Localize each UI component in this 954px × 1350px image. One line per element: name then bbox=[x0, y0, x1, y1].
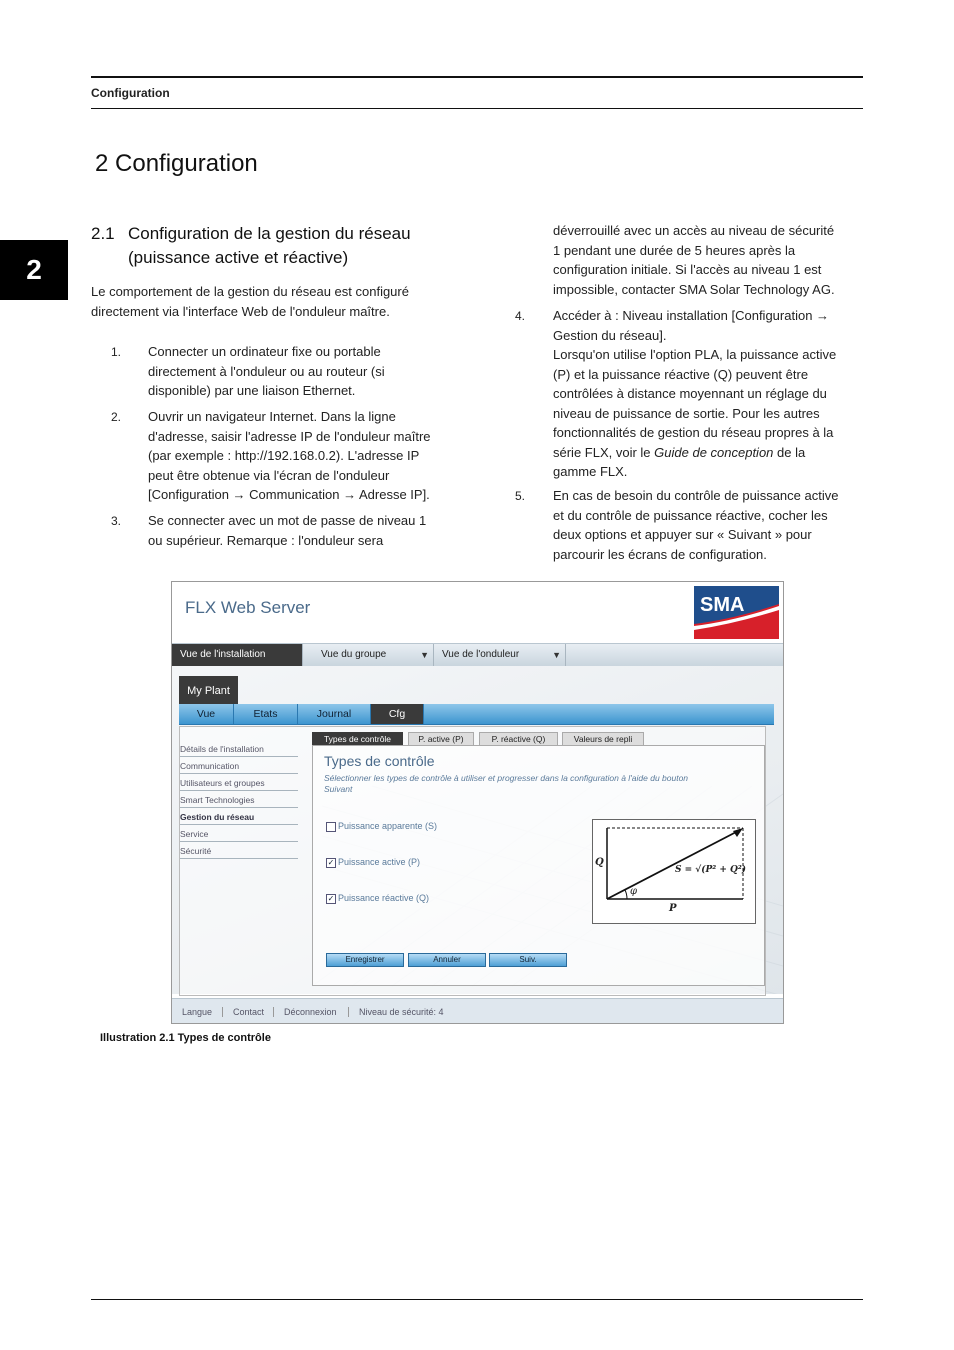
web-server-screenshot bbox=[171, 581, 784, 1024]
step-text bbox=[148, 407, 453, 505]
sidebar-item-installation-details[interactable]: Détails de l'installation bbox=[180, 740, 298, 757]
text-line: niveau de puissance de sortie. Pour les autres bbox=[553, 405, 820, 421]
power-triangle-diagram bbox=[592, 819, 756, 924]
text-line: (P) et la puissance réactive (Q) peuvent être bbox=[553, 366, 809, 382]
check-icon[interactable]: ✓ bbox=[327, 893, 335, 903]
nav-group-view[interactable] bbox=[303, 644, 434, 666]
text-line: Se connecter avec un mot de passe de niveau 1 bbox=[148, 513, 427, 528]
content-description bbox=[324, 773, 759, 795]
tab-vue[interactable]: Vue bbox=[179, 704, 234, 724]
tab-cfg[interactable]: Cfg bbox=[371, 704, 424, 724]
step-text bbox=[148, 511, 453, 550]
sidebar-item-security[interactable]: Sécurité bbox=[180, 842, 298, 859]
text-line: Connecter un ordinateur fixe ou portable bbox=[148, 344, 381, 359]
footer-divider bbox=[273, 1007, 274, 1017]
nav-label: Vue de l'installation bbox=[180, 649, 266, 660]
step-3-continuation bbox=[553, 221, 863, 299]
text-line: Sélectionner les types de contrôle à utiliser et progresser dans la configuration à l'aide du bouton bbox=[324, 773, 689, 783]
text-line: gamme FLX. bbox=[553, 464, 628, 479]
footer-link-logout[interactable]: Déconnexion bbox=[284, 1007, 337, 1017]
footer-bar bbox=[172, 998, 783, 1024]
sma-logo bbox=[694, 586, 779, 639]
text-line: Ouvrir un navigateur Internet. Dans la ligne bbox=[148, 409, 396, 424]
nav-installation-view[interactable] bbox=[172, 644, 303, 666]
top-navigation bbox=[172, 643, 783, 667]
text-line: Accéder à : Niveau installation [Configuration → bbox=[553, 308, 830, 323]
chevron-down-icon: ▼ bbox=[552, 650, 561, 660]
text-line: peut être obtenue via l'écran de l'onduleur bbox=[148, 467, 390, 483]
text-line: et du contrôle de puissance réactive, cocher les bbox=[553, 507, 828, 523]
tab-etats[interactable]: Etats bbox=[234, 704, 298, 724]
text-line: Suivant bbox=[324, 784, 353, 794]
security-level: Niveau de sécurité: 4 bbox=[359, 1007, 444, 1017]
header-rule-top bbox=[91, 76, 863, 78]
step-number: 4. bbox=[515, 309, 526, 323]
text-line: Lorsqu'on utilise l'option PLA, la puissance active bbox=[553, 347, 837, 362]
footer-link-language[interactable]: Langue bbox=[182, 1007, 213, 1017]
intro-paragraph bbox=[91, 282, 451, 321]
step-text bbox=[148, 342, 453, 401]
text-span: de la bbox=[773, 444, 806, 460]
footer-divider bbox=[348, 1007, 349, 1017]
text-line: Gestion du réseau]. bbox=[553, 327, 667, 343]
step-number: 5. bbox=[515, 489, 526, 503]
text-line: deux options et appuyer sur « Suivant » pour bbox=[553, 527, 812, 542]
text-line bbox=[553, 443, 863, 463]
text-line: directement via l'interface Web de l'onduleur maître. bbox=[91, 303, 390, 319]
tab-journal[interactable]: Journal bbox=[298, 704, 371, 724]
checkbox-label: Puissance réactive (Q) bbox=[338, 893, 430, 903]
sidebar-item-communication[interactable]: Communication bbox=[180, 757, 298, 774]
checkbox-active-power[interactable] bbox=[326, 857, 420, 868]
text-line: contrôlées à distance moyennant un réglage du bbox=[553, 386, 827, 401]
text-line: directement à l'onduleur ou au routeur (si bbox=[148, 363, 385, 379]
checkbox-label: Puissance active (P) bbox=[338, 857, 421, 867]
svg-text:SMA: SMA bbox=[700, 594, 745, 616]
nav-label: Vue de l'onduleur bbox=[442, 649, 520, 660]
text-line: En cas de besoin du contrôle de puissance active bbox=[553, 488, 839, 503]
chapter-title: 2 Configuration bbox=[95, 150, 258, 177]
text-line: 1 pendant une durée de 5 heures après la bbox=[553, 242, 796, 258]
step-text bbox=[553, 306, 863, 482]
subtab-control-types[interactable]: Types de contrôle bbox=[312, 732, 403, 746]
checkbox-unchecked[interactable] bbox=[326, 822, 336, 832]
text-line: impossible, contacter SMA Solar Technology AG. bbox=[553, 281, 835, 297]
subtab-reactive-power[interactable]: P. réactive (Q) bbox=[479, 732, 558, 746]
text-line: disponible) par une liaison Ethernet. bbox=[148, 383, 356, 398]
header-rule-bottom bbox=[91, 108, 863, 109]
subtab-active-power[interactable]: P. active (P) bbox=[408, 732, 474, 746]
running-title: Configuration bbox=[91, 86, 170, 100]
step-number: 2. bbox=[111, 410, 122, 424]
nav-inverter-view[interactable] bbox=[434, 644, 566, 666]
text-line: déverrouillé avec un accès au niveau de sécurité bbox=[553, 223, 835, 238]
next-button[interactable]: Suiv. bbox=[489, 953, 567, 967]
sidebar-item-smart-technologies[interactable]: Smart Technologies bbox=[180, 791, 298, 808]
diagram-p-label: P bbox=[669, 903, 677, 914]
guide-reference: Guide de conception bbox=[654, 444, 774, 460]
text-line: [Configuration → Communication → Adresse IP]. bbox=[148, 487, 430, 502]
text-line: parcourir les écrans de configuration. bbox=[553, 546, 767, 562]
chapter-tab: 2 bbox=[0, 240, 68, 300]
section-number: 2.1 bbox=[91, 224, 115, 243]
checkbox-reactive-power[interactable] bbox=[326, 893, 429, 904]
step-number: 1. bbox=[111, 345, 122, 359]
step-text bbox=[553, 486, 863, 564]
content-area bbox=[312, 745, 765, 986]
footer-rule bbox=[91, 1299, 863, 1300]
cancel-button[interactable]: Annuler bbox=[408, 953, 486, 967]
footer-link-contact[interactable]: Contact bbox=[233, 1007, 265, 1017]
diagram-phi-label: φ bbox=[630, 886, 638, 897]
footer-divider bbox=[222, 1007, 223, 1017]
subtab-fallback-values[interactable]: Valeurs de repli bbox=[562, 732, 644, 746]
text-line: fonctionnalités de gestion du réseau propres à la bbox=[553, 425, 834, 440]
check-icon[interactable]: ✓ bbox=[327, 857, 335, 867]
figure-caption: Illustration 2.1 Types de contrôle bbox=[100, 1032, 271, 1044]
section-title-line: Configuration de la gestion du réseau bbox=[128, 224, 411, 243]
diagram-formula: S = √(P² + Q²) bbox=[675, 865, 747, 875]
save-button[interactable]: Enregistrer bbox=[326, 953, 404, 967]
content-title: Types de contrôle bbox=[324, 753, 435, 769]
text-span: série FLX, voir le bbox=[553, 444, 655, 460]
section-title bbox=[128, 222, 458, 270]
text-line: configuration initiale. Si l'accès au niveau 1 est bbox=[553, 262, 822, 277]
nav-label: Vue du groupe bbox=[321, 649, 387, 660]
text-line: Le comportement de la gestion du réseau est configuré bbox=[91, 284, 409, 299]
sidebar-item-users-groups[interactable]: Utilisateurs et groupes bbox=[180, 774, 298, 791]
tab-my-plant[interactable]: My Plant bbox=[179, 676, 238, 704]
checkbox-apparent-power[interactable] bbox=[326, 821, 437, 832]
checkbox-label: Puissance apparente (S) bbox=[338, 821, 438, 831]
diagram-q-label: Q bbox=[595, 857, 604, 868]
step-number: 3. bbox=[111, 514, 122, 528]
section-title-line: (puissance active et réactive) bbox=[128, 248, 349, 267]
text-line: d'adresse, saisir l'adresse IP de l'onduleur maître bbox=[148, 428, 431, 444]
text-line: (par exemple : http://192.168.0.2). L'adresse IP bbox=[148, 448, 420, 463]
chevron-down-icon: ▼ bbox=[420, 650, 429, 660]
text-line: ou supérieur. Remarque : l'onduleur sera bbox=[148, 532, 384, 548]
sidebar-item-grid-management[interactable]: Gestion du réseau bbox=[180, 808, 298, 825]
app-title: FLX Web Server bbox=[185, 598, 311, 617]
sub-navigation bbox=[179, 704, 774, 725]
sidebar-item-service[interactable]: Service bbox=[180, 825, 298, 842]
